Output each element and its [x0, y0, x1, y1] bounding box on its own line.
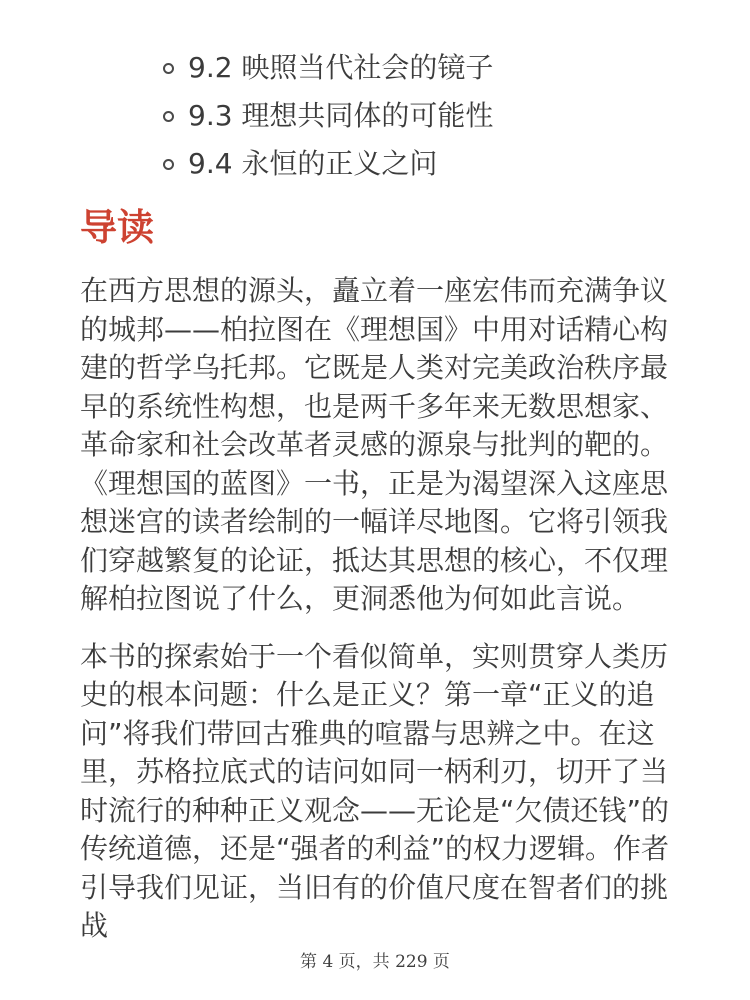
body-paragraph-1: 在西方思想的源头，矗立着一座宏伟而充满争议的城邦——柏拉图在《理想国》中用对话精心构建的哲学乌托邦。它既是人类对完美政治秩序最早的系统性构想，也是两千多年来无数思想家、革命家和社会改革者灵感的源泉与批判的靶的。《理想国的蓝图》一书，正是为渴望深入这座思想迷宫的读者绘制的一幅详尽地图。它将引领我们穿越繁复的论证，抵达其思想的核心，不仅理解柏拉图说了什么，更洞悉他为何如此言说。 — [80, 274, 669, 615]
toc-item-9-3 — [80, 92, 684, 140]
toc-item-label: 9.4 永恒的正义之问 — [188, 147, 438, 180]
toc-item-9-4 — [80, 140, 684, 188]
toc-item-label: 9.3 理想共同体的可能性 — [188, 99, 494, 132]
body-paragraph-2: 本书的探索始于一个看似简单，实则贯穿人类历史的根本问题：什么是正义？第一章“正义的追问”将我们带回古雅典的喧嚣与思辨之中。在这里，苏格拉底式的诘问如同一柄利刃，切开了当时流行的种种正义观念——无论是“欠债还钱”的传统道德，还是“强者的利益”的权力逻辑。作者引导我们见证，当旧有的价值尺度在智者们的挑战 — [80, 639, 670, 942]
toc-item-9-2 — [80, 44, 684, 92]
section-heading: 导读 — [80, 206, 154, 249]
circle-bullet-icon — [163, 159, 174, 170]
circle-bullet-icon — [163, 111, 174, 122]
toc-list — [80, 44, 684, 188]
page-indicator: 第 4 页，共 229 页 — [300, 952, 450, 972]
page-footer — [0, 947, 750, 972]
toc-item-label: 9.2 映照当代社会的镜子 — [188, 51, 494, 84]
circle-bullet-icon — [163, 63, 174, 74]
